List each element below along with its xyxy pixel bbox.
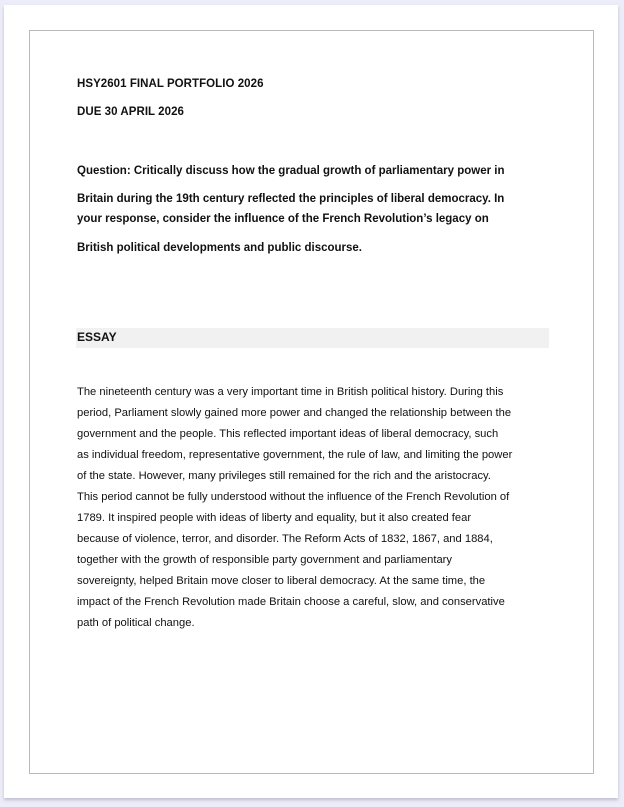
essay-line: of the state. However, many privileges still remained for the rich and the aristocracy. [77,470,491,482]
essay-line: This period cannot be fully understood without the influence of the French Revolution of [77,491,510,503]
essay-line: sovereignty, helped Britain move closer to liberal democracy. At the same time, the [77,575,486,587]
due-date: DUE 30 APRIL 2026 [77,106,184,118]
essay-line: together with the growth of responsible party government and parliamentary [77,554,452,566]
question-line: British political developments and public discourse. [77,242,363,254]
question-line: Britain during the 19th century reflected the principles of liberal democracy. In [77,193,505,205]
essay-heading: ESSAY [77,330,117,344]
course-title: HSY2601 FINAL PORTFOLIO 2026 [77,78,264,90]
essay-line: because of violence, terror, and disorder. The Reform Acts of 1832, 1867, and 1884, [77,533,493,545]
document-page [4,5,618,798]
essay-line: path of political change. [77,617,195,629]
page-border-frame [29,30,594,774]
essay-line: The nineteenth century was a very important time in British political history. During this [77,386,504,398]
essay-line: impact of the French Revolution made Britain choose a careful, slow, and conservative [77,596,505,608]
essay-line: period, Parliament slowly gained more power and changed the relationship between the [77,407,512,419]
question-line: Question: Critically discuss how the gradual growth of parliamentary power in [77,165,505,177]
essay-line: government and the people. This reflected important ideas of liberal democracy, such [77,428,499,440]
question-line: your response, consider the influence of the French Revolution’s legacy on [77,213,489,225]
essay-line: 1789. It inspired people with ideas of liberty and equality, but it also created fear [77,512,472,524]
essay-heading-bar [76,328,549,348]
essay-line: as individual freedom, representative government, the rule of law, and limiting the power [77,449,513,461]
